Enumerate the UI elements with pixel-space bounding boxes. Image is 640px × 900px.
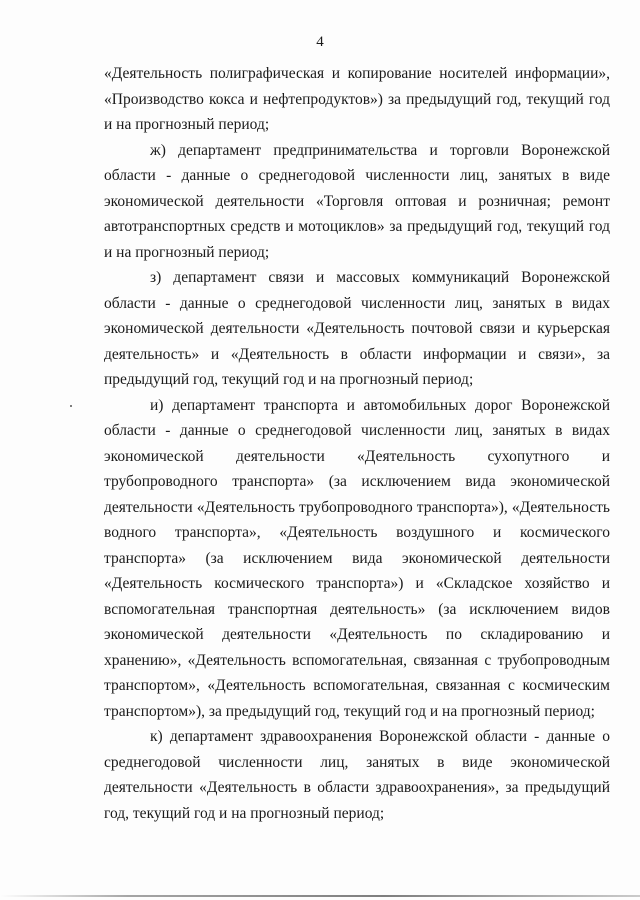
scan-speck	[70, 405, 72, 407]
paragraph-item-zh: ж) департамент предпринимательства и торговли Воронежской области - данные о среднегодовой численности лиц, занятых в виде экономической деятельности «Торговля оптовая и розничная; ремонт автотранспортных средств и мотоциклов» за предыдущий год, текущий год и на прогнозный период;	[104, 141, 610, 261]
scan-edge-line	[0, 895, 640, 897]
document-body	[104, 61, 610, 826]
page-number: 4	[316, 34, 324, 50]
paragraph-item-z: з) департамент связи и массовых коммуникаций Воронежской области - данные о среднегодовой численности лиц, занятых в видах экономической деятельности «Деятельность почтовой связи и курьерская деятельность» и «Деятельность в области информации и связи», за предыдущий год, текущий год и на прогнозный период;	[104, 269, 610, 388]
paragraph-item-k: к) департамент здравоохранения Воронежской области - данные о среднегодовой численности лиц, занятых в виде экономической деятельности «Деятельность в области здравоохранения», за предыдущий год, текущий год и на прогнозный период;	[104, 728, 610, 822]
paragraph-continuation: «Деятельность полиграфическая и копирование носителей информации», «Производство кокса и нефтепродуктов») за предыдущий год, текущий год и на прогнозный период;	[104, 65, 610, 133]
paragraph-item-i: и) департамент транспорта и автомобильных дорог Воронежской области - данные о среднегодовой численности лиц, занятых в видах экономической деятельности «Деятельность сухопутного и трубопроводного транспорта» (за исключением вида экономической деятельности «Деятельность трубопроводного транспорта»), «Деятельность водного транспорта», «Деятельность воздушного и космического транспорта» (за исключением вида экономической деятельности «Деятельность космического транспорта») и «Складское хозяйство и вспомогательная транспортная деятельность» (за исключением видов экономической деятельности «Деятельность по складированию и хранению», «Деятельность вспомогательная, связанная с трубопроводным транспортом», «Деятельность вспомогательная, связанная с космическим транспортом»), за предыдущий год, текущий год и на прогнозный период;	[104, 396, 610, 720]
